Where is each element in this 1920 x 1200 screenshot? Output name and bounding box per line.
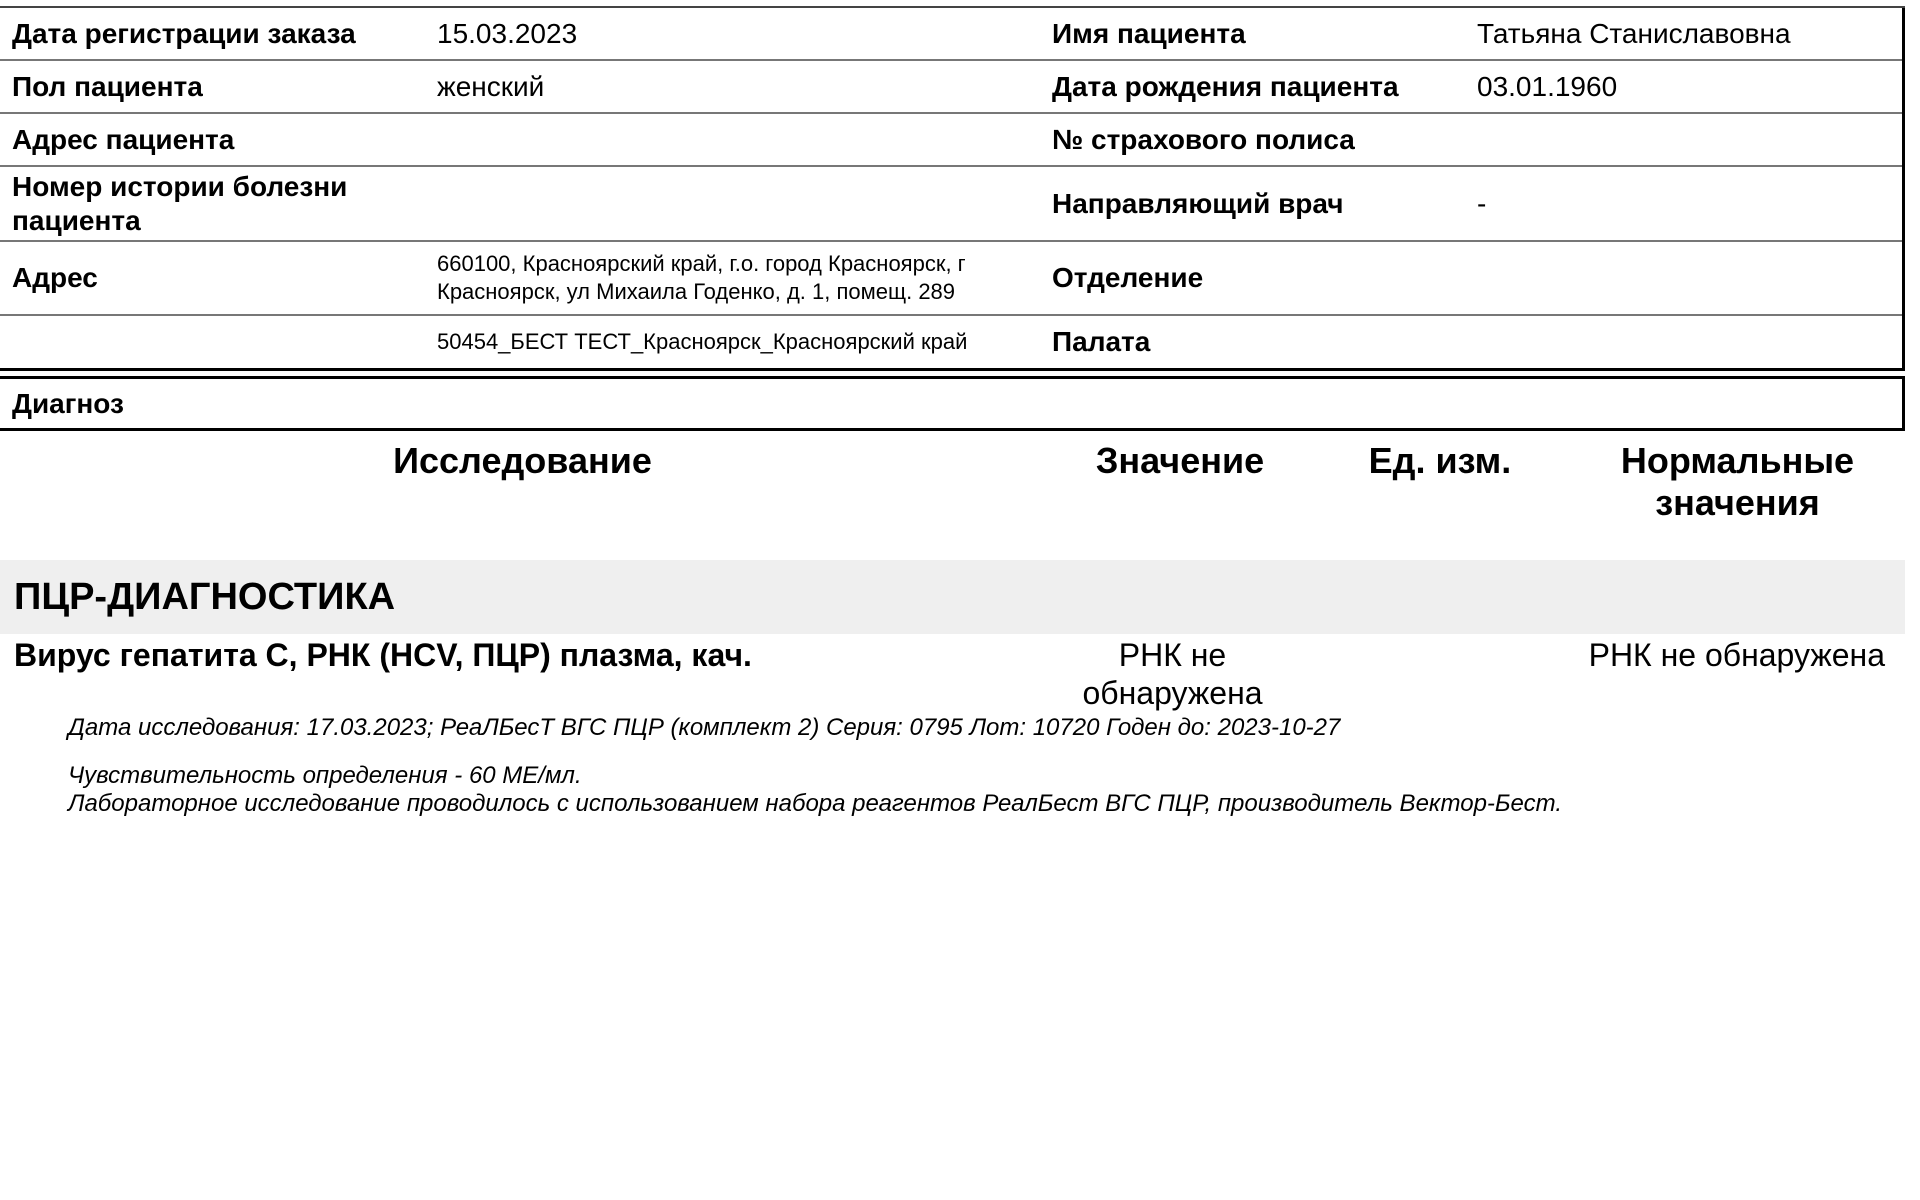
order-date-value: 15.03.2023 [437,17,578,49]
test-name: Вирус гепатита С, РНК (HCV, ПЦР) плазма, кач. [14,637,752,673]
address-label: Адрес [12,262,98,293]
norm-column-header: Нормальные значения [1620,440,1855,523]
birth-date-value: 03.01.1960 [1477,70,1618,102]
medical-record-value [437,167,1037,240]
organization-value: 50454_БЕСТ ТЕСТ_Красноярск_Красноярский край [437,329,968,354]
diagnosis-label: Диагноз [12,387,124,419]
patient-name-value: Татьяна Станиславовна [1477,17,1791,49]
referring-doctor-value: - [1477,187,1487,219]
sensitivity-note: Чувствительность определения - 60 МЕ/мл. [68,762,582,789]
test-value: РНК не обнаружена [1082,637,1263,711]
diagnosis-box [0,376,1905,431]
section-title: ПЦР-ДИАГНОСТИКА [14,575,396,618]
info-row [0,114,1902,167]
organization-label [12,316,432,368]
patient-address-label: Адрес пациента [12,123,235,155]
medical-record-label: Номер истории болезни пациента [12,170,348,236]
info-row [0,316,1902,368]
reagent-note: Лабораторное исследование проводилось с использованием набора реагентов РеалБест ВГС ПЦР, производитель Вектор-Бест. [68,790,1563,817]
ward-label: Палата [1052,326,1151,357]
unit-column-header: Ед. изм. [1368,440,1512,481]
value-column-header: Значение [1095,440,1265,481]
patient-address-value [437,114,1037,165]
referring-doctor-label: Направляющий врач [1052,187,1344,219]
info-row [0,167,1902,242]
insurance-policy-label: № страхового полиса [1052,123,1355,155]
patient-sex-label: Пол пациента [12,70,203,102]
study-column-header: Исследование [393,440,652,481]
info-row [0,61,1902,114]
section-band [0,560,1905,634]
test-norm: РНК не обнаружена [1588,637,1885,673]
department-label: Отделение [1052,262,1204,293]
department-value [1477,242,1897,314]
order-date-label: Дата регистрации заказа [12,17,356,49]
ward-value [1477,316,1897,368]
study-date-note: Дата исследования: 17.03.2023; РеаЛБесТ ВГС ПЦР (комплект 2) Серия: 0795 Лот: 10720 Годен до: 2023-10-27 [68,714,1341,741]
address-value: 660100, Красноярский край, г.о. город Красноярск, г Красноярск, ул Михаила Годенко, д. 1, помещ. 289 [437,251,966,304]
insurance-policy-value [1477,114,1897,165]
patient-sex-value: женский [437,70,545,102]
birth-date-label: Дата рождения пациента [1052,70,1399,102]
info-row [0,242,1902,316]
patient-name-label: Имя пациента [1052,17,1246,49]
patient-info-table [0,8,1905,371]
info-row [0,8,1902,61]
